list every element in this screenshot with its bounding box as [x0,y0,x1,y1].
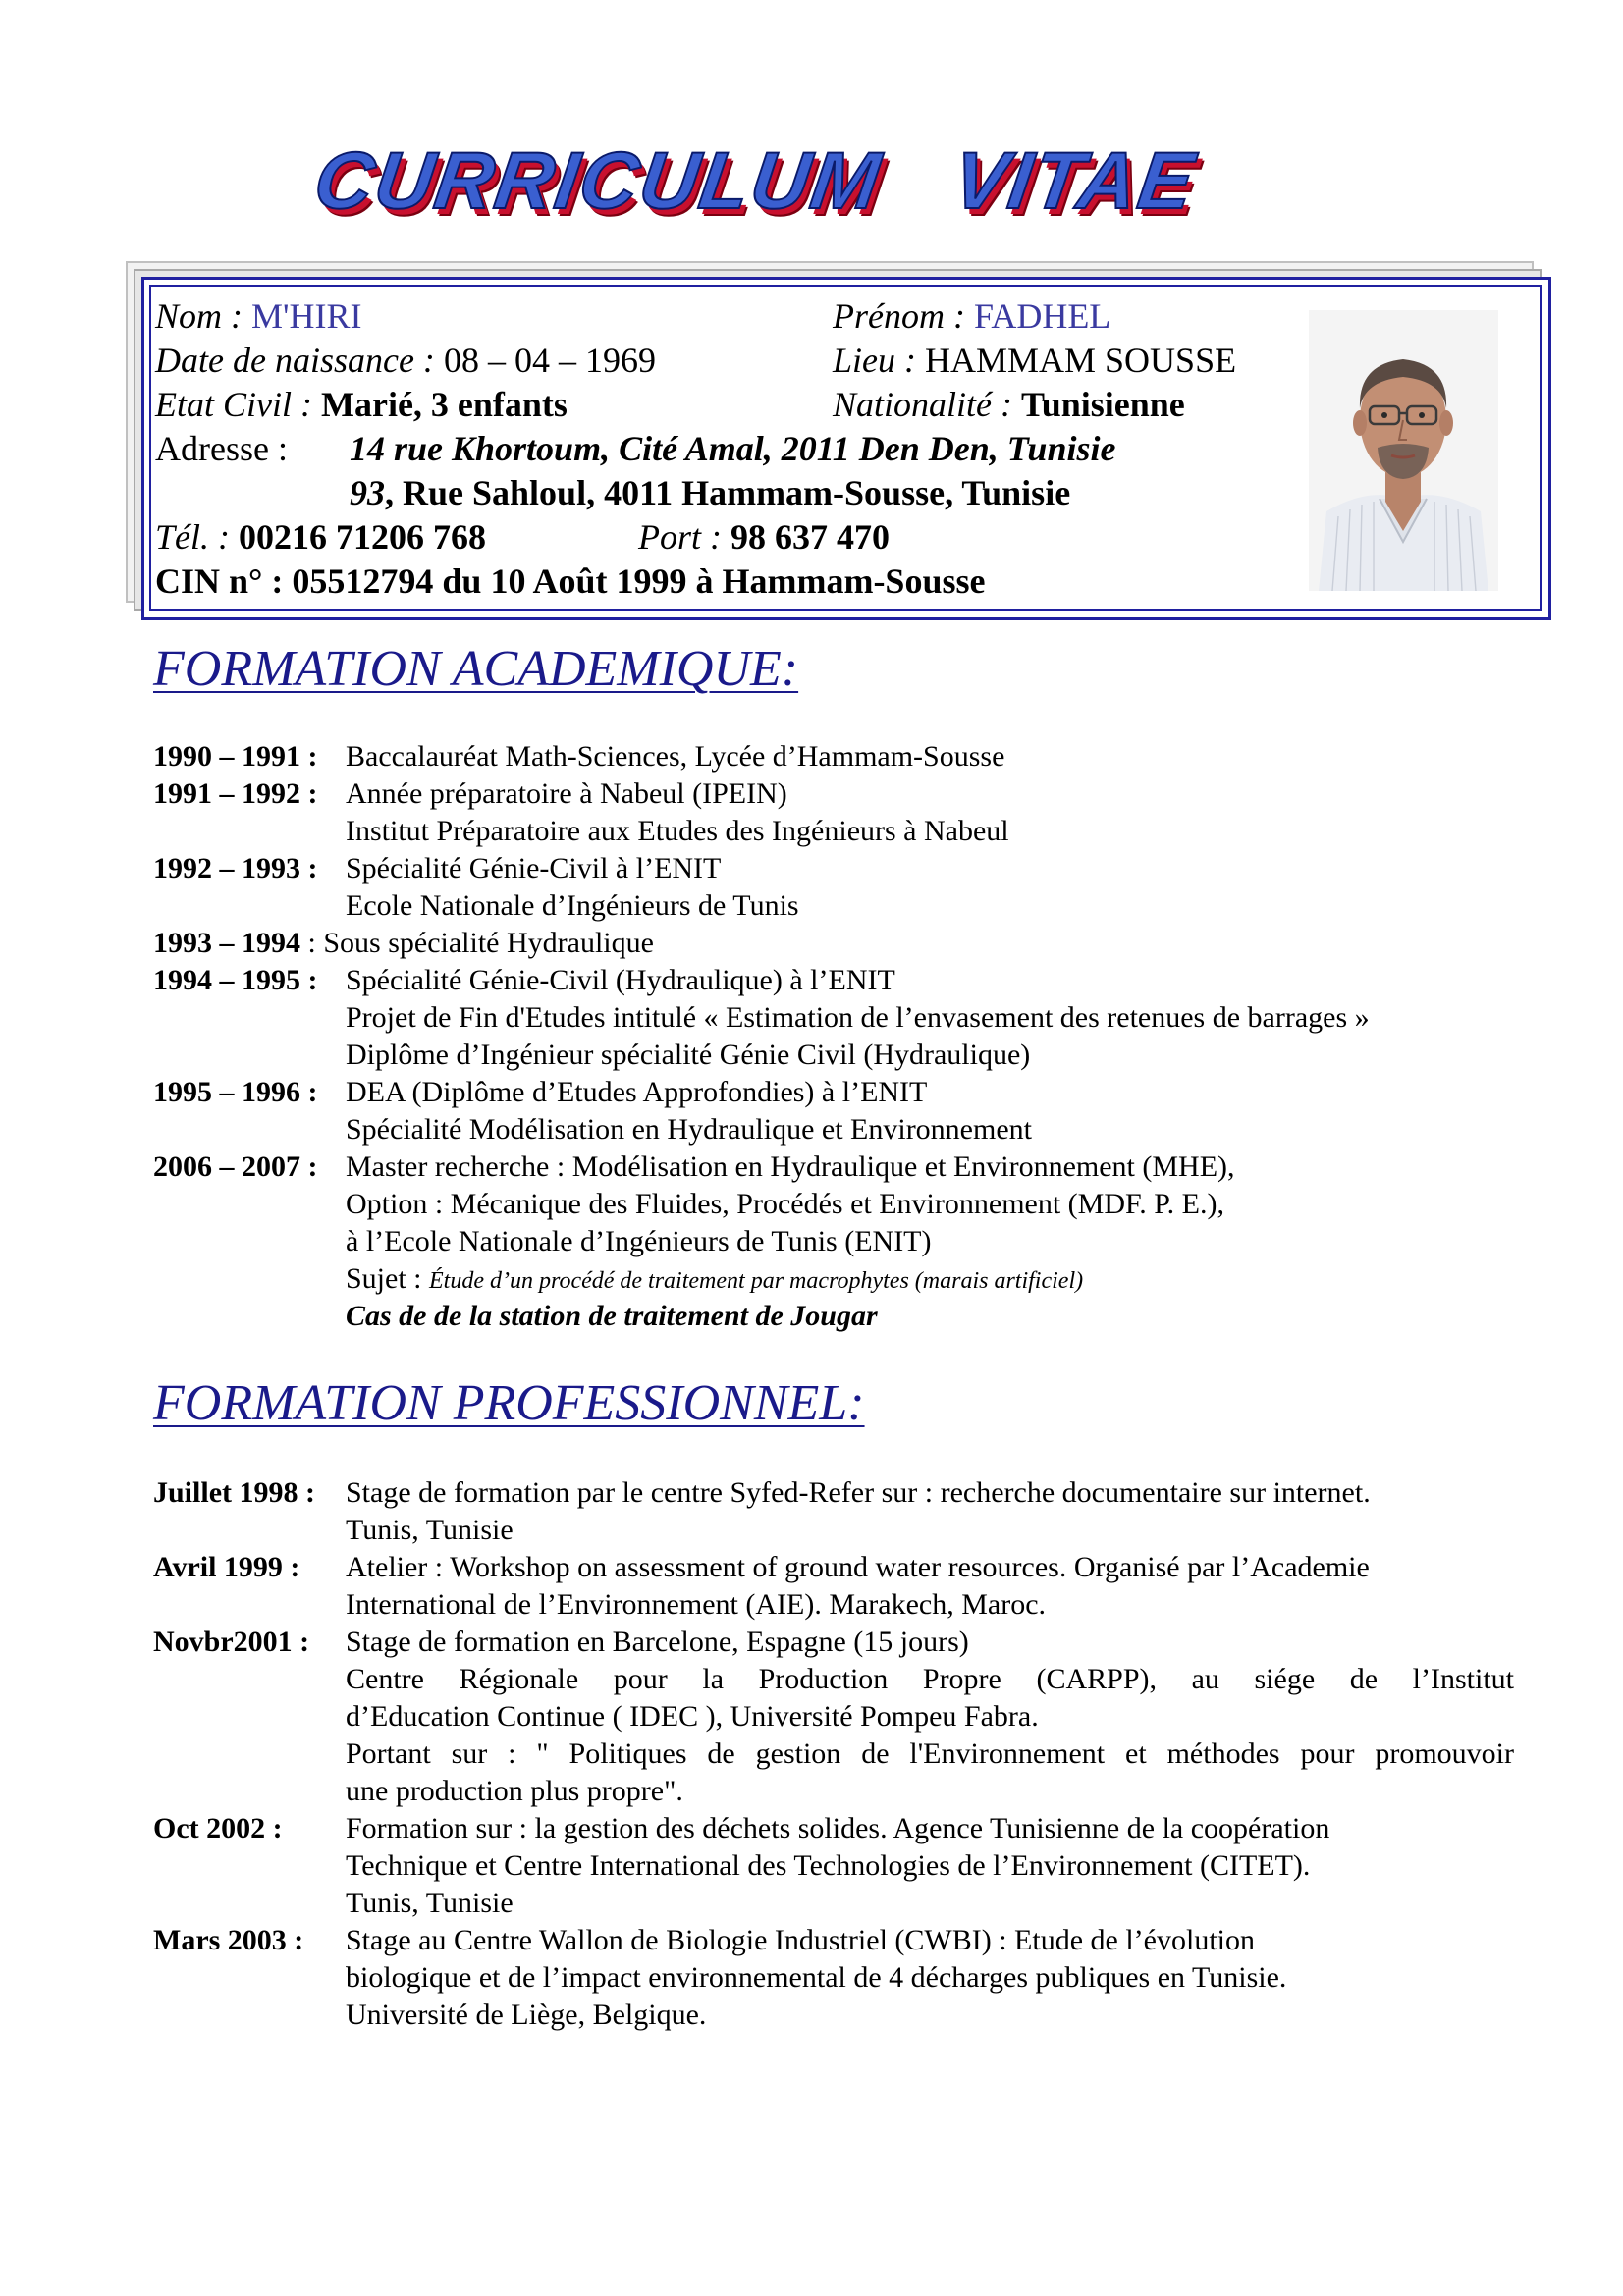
academic-subject: Sujet : Étude d’un procédé de traitement par macrophytes (marais artificiel) [346,1262,1084,1295]
lieu-value: HAMMAM SOUSSE [925,341,1237,380]
pro-date: Novbr2001 : [153,1626,310,1658]
pro-text: Université de Liège, Belgique. [346,1999,707,2031]
academic-date: 1992 – 1993 : [153,852,318,884]
academic-text: Ecole Nationale d’Ingénieurs de Tunis [346,889,799,922]
prenom-value: FADHEL [973,296,1111,336]
pro-text: une production plus propre". [346,1775,683,1807]
pro-date: Juillet 1998 : [153,1476,315,1509]
formation-academique-heading: FORMATION ACADEMIQUE: [153,641,799,697]
academic-date: 1994 – 1995 : [153,964,318,996]
academic-text: Projet de Fin d'Etudes intitulé « Estimation de l’envasement des retenues de barrages » [346,1001,1370,1034]
adresse-line-2: 93, Rue Sahloul, 4011 Hammam-Sousse, Tunisie [350,473,1071,512]
nationalite-value: Tunisienne [1021,385,1185,424]
pro-text: Formation sur : la gestion des déchets solides. Agence Tunisienne de la coopération [346,1812,1330,1844]
pro-date: Mars 2003 : [153,1924,304,1956]
academic-text: Spécialité Génie-Civil (Hydraulique) à l’ENIT [346,964,895,996]
academic-text: Master recherche : Modélisation en Hydraulique et Environnement (MHE), [346,1150,1235,1183]
academic-date: 1990 – 1991 : [153,740,318,773]
academic-text: Option : Mécanique des Fluides, Procédés et Environnement (MDF. P. E.), [346,1188,1224,1220]
academic-date: 1991 – 1992 : [153,777,318,810]
academic-text: Institut Préparatoire aux Etudes des Ingénieurs à Nabeul [346,815,1009,847]
naissance-value: 08 – 04 – 1969 [443,341,656,380]
nom-line: Nom : M'HIRI [155,296,362,336]
cv-title: CURRICULUM VITAE [308,136,1202,226]
pro-text: Stage de formation en Barcelone, Espagne (15 jours) [346,1626,969,1658]
academic-subject-case: Cas de de la station de traitement de Jougar [346,1300,878,1332]
nationalite-line: Nationalité : Tunisienne [833,385,1185,424]
academic-text: Spécialité Génie-Civil à l’ENIT [346,852,722,884]
pro-text: Tunis, Tunisie [346,1887,514,1919]
adresse-label: Adresse : [155,429,288,468]
profile-photo [1309,310,1498,591]
pro-text: Atelier : Workshop on assessment of ground water resources. Organisé par l’Academie [346,1551,1370,1583]
pro-text: Tunis, Tunisie [346,1514,514,1546]
cin-line: CIN n° : 05512794 du 10 Août 1999 à Hammam-Sousse [155,561,986,601]
pro-date: Oct 2002 : [153,1812,283,1844]
formation-professionnel-heading: FORMATION PROFESSIONNEL: [153,1375,865,1431]
academic-text: Spécialité Modélisation en Hydraulique et Environnement [346,1113,1032,1146]
academic-entry: 1993 – 1994 : Sous spécialité Hydraulique [153,927,654,959]
pro-date: Avril 1999 : [153,1551,300,1583]
pro-text: Centre Régionale pour la Production Propre (CARPP), au siége de l’Institut [346,1663,1514,1695]
pro-text: Technique et Centre International des Technologies de l’Environnement (CITET). [346,1849,1311,1882]
etat-civil-value: Marié, 3 enfants [320,385,568,424]
naissance-line: Date de naissance : 08 – 04 – 1969 [155,341,656,380]
academic-text: Baccalauréat Math-Sciences, Lycée d’Hammam-Sousse [346,740,1005,773]
pro-text: d’Education Continue ( IDEC ), Université Pompeu Fabra. [346,1700,1039,1733]
academic-date: 2006 – 2007 : [153,1150,318,1183]
academic-date: 1995 – 1996 : [153,1076,318,1108]
prenom-line: Prénom : FADHEL [833,296,1111,336]
pro-text: biologique et de l’impact environnemental de 4 décharges publiques en Tunisie. [346,1961,1287,1994]
adresse-line-1: 14 rue Khortoum, Cité Amal, 2011 Den Den, Tunisie [350,429,1116,468]
tel-line: Tél. : 00216 71206 768 [155,517,486,557]
pro-text: Stage au Centre Wallon de Biologie Industriel (CWBI) : Etude de l’évolution [346,1924,1255,1956]
academic-text: Année préparatoire à Nabeul (IPEIN) [346,777,787,810]
port-line: Port : 98 637 470 [638,517,890,557]
pro-text: Portant sur : " Politiques de gestion de l'Environnement et méthodes pour promouvoir [346,1737,1514,1770]
pro-text: Stage de formation par le centre Syfed-Refer sur : recherche documentaire sur internet. [346,1476,1371,1509]
academic-text: Diplôme d’Ingénieur spécialité Génie Civil (Hydraulique) [346,1039,1031,1071]
pro-text: International de l’Environnement (AIE). Marakech, Maroc. [346,1588,1047,1621]
lieu-line: Lieu : HAMMAM SOUSSE [833,341,1237,380]
academic-text: à l’Ecole Nationale d’Ingénieurs de Tunis (ENIT) [346,1225,932,1257]
nom-value: M'HIRI [251,296,362,336]
academic-text: DEA (Diplôme d’Etudes Approfondies) à l’ENIT [346,1076,928,1108]
etat-civil-line: Etat Civil : Marié, 3 enfants [155,385,568,424]
